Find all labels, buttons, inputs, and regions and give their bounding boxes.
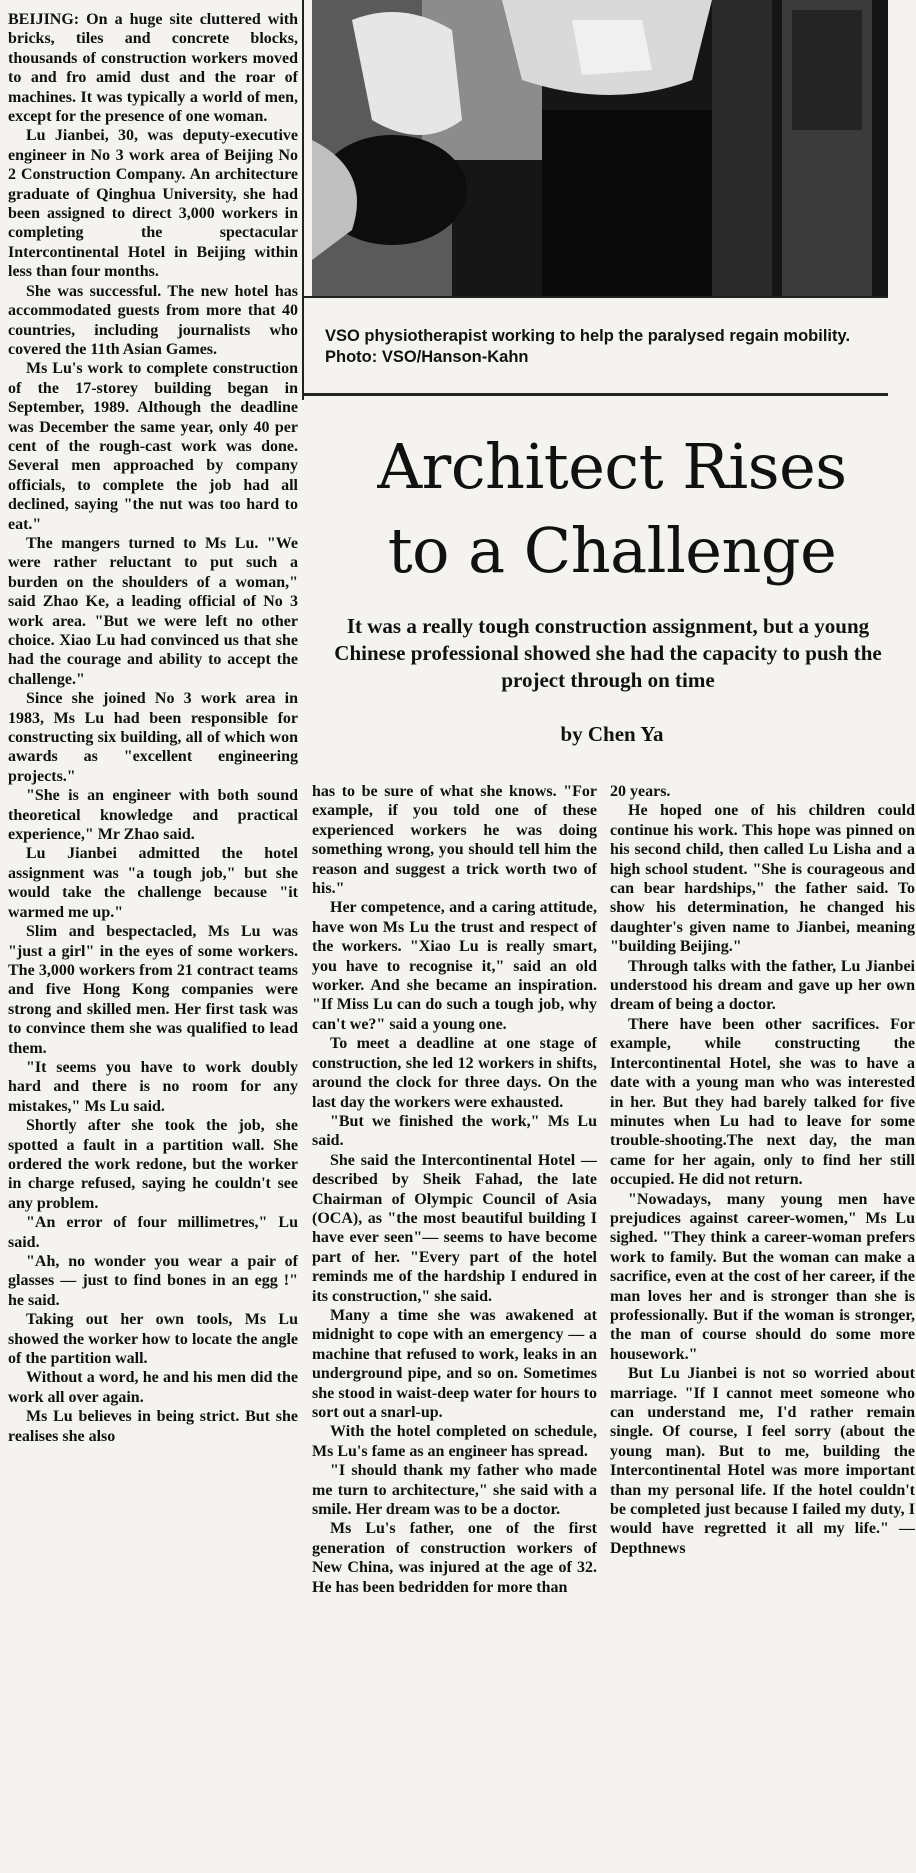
paragraph: Ms Lu's father, one of the first generation of construction workers of New China, was injured at the age of 32. He has been bedridden for more than bbox=[312, 1520, 597, 1596]
article-column-3 bbox=[610, 782, 915, 1873]
paragraph-text: On a huge site cluttered with bricks, tiles and concrete blocks, thousands of construction workers moved to and fro amid dust and the roar of machines. It was typically a world of men, except for the presence of one woman. bbox=[8, 11, 298, 126]
paragraph: "She is an engineer with both sound theoretical knowledge and practical experience," Mr Zhao said. bbox=[8, 787, 298, 844]
photo bbox=[312, 0, 888, 296]
dateline: BEIJING: bbox=[8, 11, 80, 28]
headline-line-1: Architect Rises bbox=[377, 430, 847, 503]
paragraph: Slim and bespectacled, Ms Lu was "just a girl" in the eyes of some workers. The 3,000 workers from 21 contract teams and five Hong Kong companies were strong and skilled men. Her first task was to convince them she was qualified to lead them. bbox=[8, 923, 298, 1057]
paragraph: The mangers turned to Ms Lu. "We were rather reluctant to put such a burden on the shoulders of a woman," said Zhao Ke, a leading official of No 3 work area. "But we were left no other choice. Xiao Lu had convinced us that she had the courage and ability to accept the challenge." bbox=[8, 534, 298, 688]
paragraph: has to be sure of what she knows. "For example, if you told one of these experienced workers he was doing something wrong, you should tell him the reason and suggest a trick worth two of his." bbox=[312, 783, 597, 898]
paragraph: Ms Lu's work to complete construction of the 17-storey building began in September, 1989. Although the deadline was December the same year, only 40 per cent of the rough-cast work was done. Several men approached by company officials, to complete the job had all declined, saying "the nut was too hard to eat." bbox=[8, 360, 298, 533]
paragraph: Her competence, and a caring attitude, have won Ms Lu the trust and respect of the workers. "Xiao Lu is really smart, you have to recognise it," said an old worker. And she became an inspiration. "If Miss Lu can do such a tough job, why can't we?" said a young one. bbox=[312, 899, 597, 1033]
paragraph: Shortly after she took the job, she spotted a fault in a partition wall. She ordered the work redone, but the worker in charge refused, saying he couldn't see any problem. bbox=[8, 1117, 298, 1212]
paragraph: But Lu Jianbei is not so worried about marriage. "If I cannot meet someone who can understand me, I'd rather remain single. Of course, I feel sorry (about the young man). But to me, building the Intercontinental Hotel was more important than my personal life. If the hotel couldn't be completed just because I failed my duty, I would have regretted it all my life." — Depthnews bbox=[610, 1365, 915, 1557]
lead-paragraph bbox=[8, 10, 298, 126]
paragraph: There have been other sacrifices. For example, while constructing the Intercontinental Hotel, she was to have a date with a young man who was interested in her. But they had barely talked for five minutes when Lu had to leave for some trouble-shooting.The next day, the man came for her again, only to find her still occupied. He did not return. bbox=[610, 1015, 915, 1189]
article-column-2 bbox=[312, 782, 597, 1873]
paragraph: Many a time she was awakened at midnight to cope with an emergency — a machine that refused to work, leaks in an underground pipe, and so on. Sometimes she stood in waist-deep water for hours to sort out a snarl-up. bbox=[312, 1306, 597, 1421]
paragraph: Since she joined No 3 work area in 1983, Ms Lu had been responsible for constructing six building, all of which won awards as "excellent engineering projects." bbox=[8, 690, 298, 785]
paragraph: Ms Lu believes in being strict. But she realises she also bbox=[8, 1408, 298, 1445]
caption-bottom-rule bbox=[302, 393, 888, 396]
deck: It was a really tough construction assignment, but a young Chinese professional showed she had the capacity to push the project through on time bbox=[334, 614, 882, 692]
paragraph: "It seems you have to work doubly hard and there is no room for any mistakes," Ms Lu said. bbox=[8, 1058, 298, 1115]
photo-bottom-rule bbox=[302, 296, 888, 298]
paragraph: She said the Intercontinental Hotel — described by Sheik Fahad, the late Chairman of Olympic Council of Asia (OCA), as "the most beautiful building I have ever seen"— seems to have become part of her. "Every part of the hotel reminds me of the hardship I endured in its construction," she said. bbox=[312, 1151, 597, 1305]
paragraph: "Ah, no wonder you wear a pair of glasses — just to find bones in an egg !" he said. bbox=[8, 1253, 298, 1309]
paragraph: Lu Jianbei admitted the hotel assignment was "a tough job," but she would take the challenge because "it warmed me up." bbox=[8, 845, 298, 921]
article-column-1 bbox=[8, 10, 298, 1872]
paragraph: "Nowadays, many young men have prejudices against career-women," Ms Lu sighed. "They think a career-woman prefers work to family. But the woman can make a sacrifice, even at the cost of her career, if the man loves her and is stronger than she is professionally. But if the woman is stronger, the man of course should do some more housework." bbox=[610, 1190, 915, 1363]
paragraph: Taking out her own tools, Ms Lu showed the worker how to locate the angle of the partition wall. bbox=[8, 1311, 298, 1368]
paragraph: "An error of four millimetres," Lu said. bbox=[8, 1214, 298, 1251]
byline: by Chen Ya bbox=[560, 722, 664, 746]
column-divider bbox=[302, 0, 304, 400]
paragraph: To meet a deadline at one stage of construction, she led 12 workers in shifts, around the clock for three days. On the last day the workers were exhausted. bbox=[312, 1035, 597, 1111]
paragraph: Without a word, he and his men did the work all over again. bbox=[8, 1369, 298, 1406]
paragraph: She was successful. The new hotel has accommodated guests from more that 40 countries, including journalists who covered the 11th Asian Games. bbox=[8, 282, 298, 358]
paragraph: "But we finished the work," Ms Lu said. bbox=[312, 1112, 597, 1150]
paragraph: Lu Jianbei, 30, was deputy-executive engineer in No 3 work area of Beijing No 2 Construction Company. An architecture graduate of Qinghua University, she had been assigned to direct 3,000 workers in completing the spectacular Intercontinental Hotel in Beijing within less than four months. bbox=[8, 127, 298, 281]
photo-caption: VSO physiotherapist working to help the paralysed regain mobility. Photo: VSO/Hanson-Kahn bbox=[325, 327, 851, 366]
paragraph: Through talks with the father, Lu Jianbei understood his dream and gave up her own dream of being a doctor. bbox=[610, 957, 915, 1014]
paragraph: "I should thank my father who made me turn to architecture," she said with a smile. Her dream was to be a doctor. bbox=[312, 1462, 597, 1519]
paragraph: He hoped one of his children could continue his work. This hope was pinned on his second child, then called Lu Lisha and a high school student. "She is courageous and can bear hardships," the father said. To show his determination, he changed his daughter's given name to Jianbei, meaning "building Beijing." bbox=[610, 802, 915, 956]
headline-line-2: to a Challenge bbox=[387, 514, 837, 587]
paragraph: With the hotel completed on schedule, Ms Lu's fame as an engineer has spread. bbox=[312, 1423, 597, 1460]
headline bbox=[312, 425, 912, 593]
photo-image bbox=[312, 0, 888, 296]
paragraph: 20 years. bbox=[610, 783, 671, 800]
